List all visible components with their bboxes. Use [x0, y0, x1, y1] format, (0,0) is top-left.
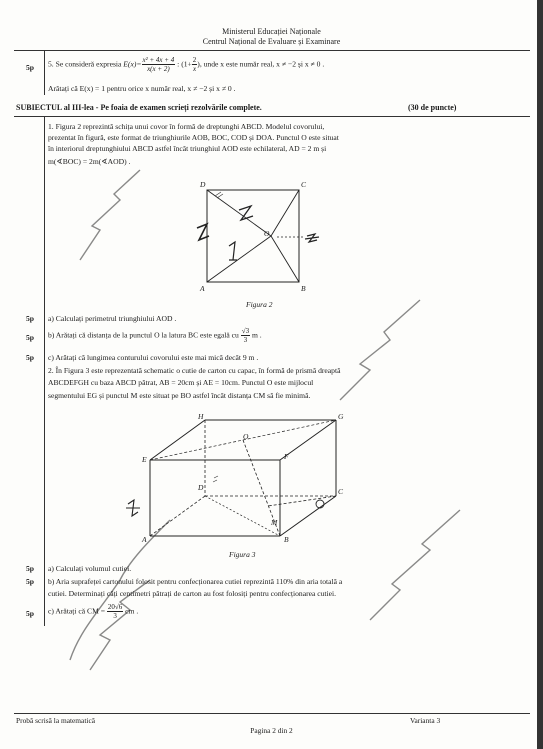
item5-paren-close: ) — [197, 59, 200, 69]
p1a-text: a) Calculați perimetrul triunghiului AOD . — [48, 314, 177, 323]
p1c-text: c) Arătați că lungimea conturului covorului este mai mică decât 9 m . — [48, 353, 259, 362]
item5-paren-open: (1+ — [181, 59, 192, 69]
fig3-label-h: H — [198, 412, 204, 421]
p2a-points: 5p — [26, 564, 35, 573]
item5-text-end: , unde x este număr real, x ≠ −2 și x ≠ 0 . — [199, 59, 325, 69]
footer-left: Probă scrisă la matematică — [16, 716, 96, 725]
fig3-label-m: M — [271, 518, 278, 527]
item5-text-start: 5. Se consideră expresia — [48, 59, 122, 69]
p1b-text: b) Arătați că distanța de la punctul O la latura BC este egală cu — [48, 330, 239, 340]
wm-stroke-5 — [370, 510, 460, 620]
top-rule — [14, 50, 530, 51]
item5-line1 — [48, 56, 324, 73]
header-ministry: Ministerul Educației Naționale — [222, 27, 321, 36]
p2c-unit: cm . — [123, 606, 139, 616]
fig3-label-f: F — [284, 452, 289, 461]
p1-line1: 1. Figura 2 reprezintă schița unui covor în formă de dreptunghi ABCD. Modelul covorului, — [48, 122, 325, 131]
figure-3-caption: Figura 3 — [229, 550, 256, 559]
margin-line-top — [44, 50, 45, 95]
p1b-frac: $\frac{√3}{3}$ — [241, 327, 250, 344]
scan-edge — [537, 0, 543, 749]
p2b-text: b) Aria suprafeței cartonului folosit pentru confecționarea cutiei reprezintă 110% din aria totală a — [48, 577, 343, 586]
footer-center: Pagina 2 din 2 — [250, 726, 293, 735]
p1-line3: în interiorul dreptunghiului ABCD astfel încât triunghiul AOD este echilateral, AD = 2 m și — [48, 144, 327, 153]
subject-points: (30 de puncte) — [408, 103, 457, 112]
wm-stroke-2 — [90, 580, 150, 670]
wm-stroke-3 — [80, 170, 140, 260]
p2c-frac: $\frac{20√6}{3}$ — [107, 603, 123, 620]
item5-line2: Arătați că E(x) = 1 pentru orice x număr real, x ≠ −2 și x ≠ 0 . — [48, 84, 236, 93]
item5-expr-lhs: E(x)= — [123, 59, 142, 69]
fig2-label-o: O — [264, 229, 270, 238]
fig2-label-c: C — [301, 180, 307, 189]
p1c-points: 5p — [26, 353, 35, 362]
item5-frac1: $\frac{\text{x² + 4x + 4}}{x(x + 2)}$ — [142, 56, 175, 73]
item5-points: 5p — [26, 63, 35, 72]
fig2-label-a: A — [200, 284, 205, 293]
p2-line1: 2. În Figura 3 este reprezentată schematic o cutie de carton cu capac, în formă de prismă dreaptă — [48, 366, 341, 375]
p2c-text: c) Arătați că CM = — [48, 606, 105, 616]
fig2-label-b: B — [301, 284, 306, 293]
fig2-label-d: D — [200, 180, 206, 189]
p1a-points: 5p — [26, 314, 35, 323]
fig3-label-c: C — [338, 487, 344, 496]
p2b-text2: cutiei. Determinați câți centimetri pătrați de carton au fost folosiți pentru confecționarea cutiei. — [48, 589, 337, 598]
footer-right: Varianta 3 — [410, 716, 441, 725]
fig3-label-o: O — [243, 432, 249, 441]
wm-stroke-4 — [340, 300, 420, 400]
p2-line3: segmentului EG și punctul M este situat pe BO astfel încât distanța CM să fie minimă. — [48, 391, 311, 400]
header-center: Centrul Național de Evaluare și Examinare — [202, 37, 341, 46]
p2c-points: 5p — [26, 609, 35, 618]
wm-stroke-1 — [70, 520, 170, 660]
p1b-unit: m . — [250, 330, 262, 340]
fig3-label-b: B — [284, 535, 289, 544]
p2b-points: 5p — [26, 577, 35, 586]
item5-op: : — [175, 59, 182, 69]
subject-title: SUBIECTUL al III-lea - Pe foaia de examen scrieți rezolvările complete. — [16, 103, 262, 112]
p1b-points: 5p — [26, 333, 35, 342]
fig3-label-d: D — [198, 483, 204, 492]
fig3-label-g: G — [338, 412, 344, 421]
p1-line2: prezentat în figură, este format de triunghiurile AOB, BOC, COD și DOA. Punctul O este situat — [48, 133, 339, 142]
watermark-scribbles — [40, 140, 520, 700]
fig3-label-e: E — [142, 455, 147, 464]
item5-frac2: $\frac{2}{x}$ — [192, 56, 197, 73]
p2a-text: a) Calculați volumul cutiei. — [48, 564, 132, 573]
p2-line2: ABCDEFGH cu baza ABCD pătrat, AB = 20cm și AE = 10cm. Punctul O este mijlocul — [48, 378, 314, 387]
p1-line4: m(∢BOC) = 2m(∢AOD) . — [48, 157, 131, 166]
figure-2-caption: Figura 2 — [246, 300, 273, 309]
subject-rule — [14, 116, 530, 117]
fig3-label-a: A — [142, 535, 147, 544]
footer-rule — [14, 713, 530, 714]
